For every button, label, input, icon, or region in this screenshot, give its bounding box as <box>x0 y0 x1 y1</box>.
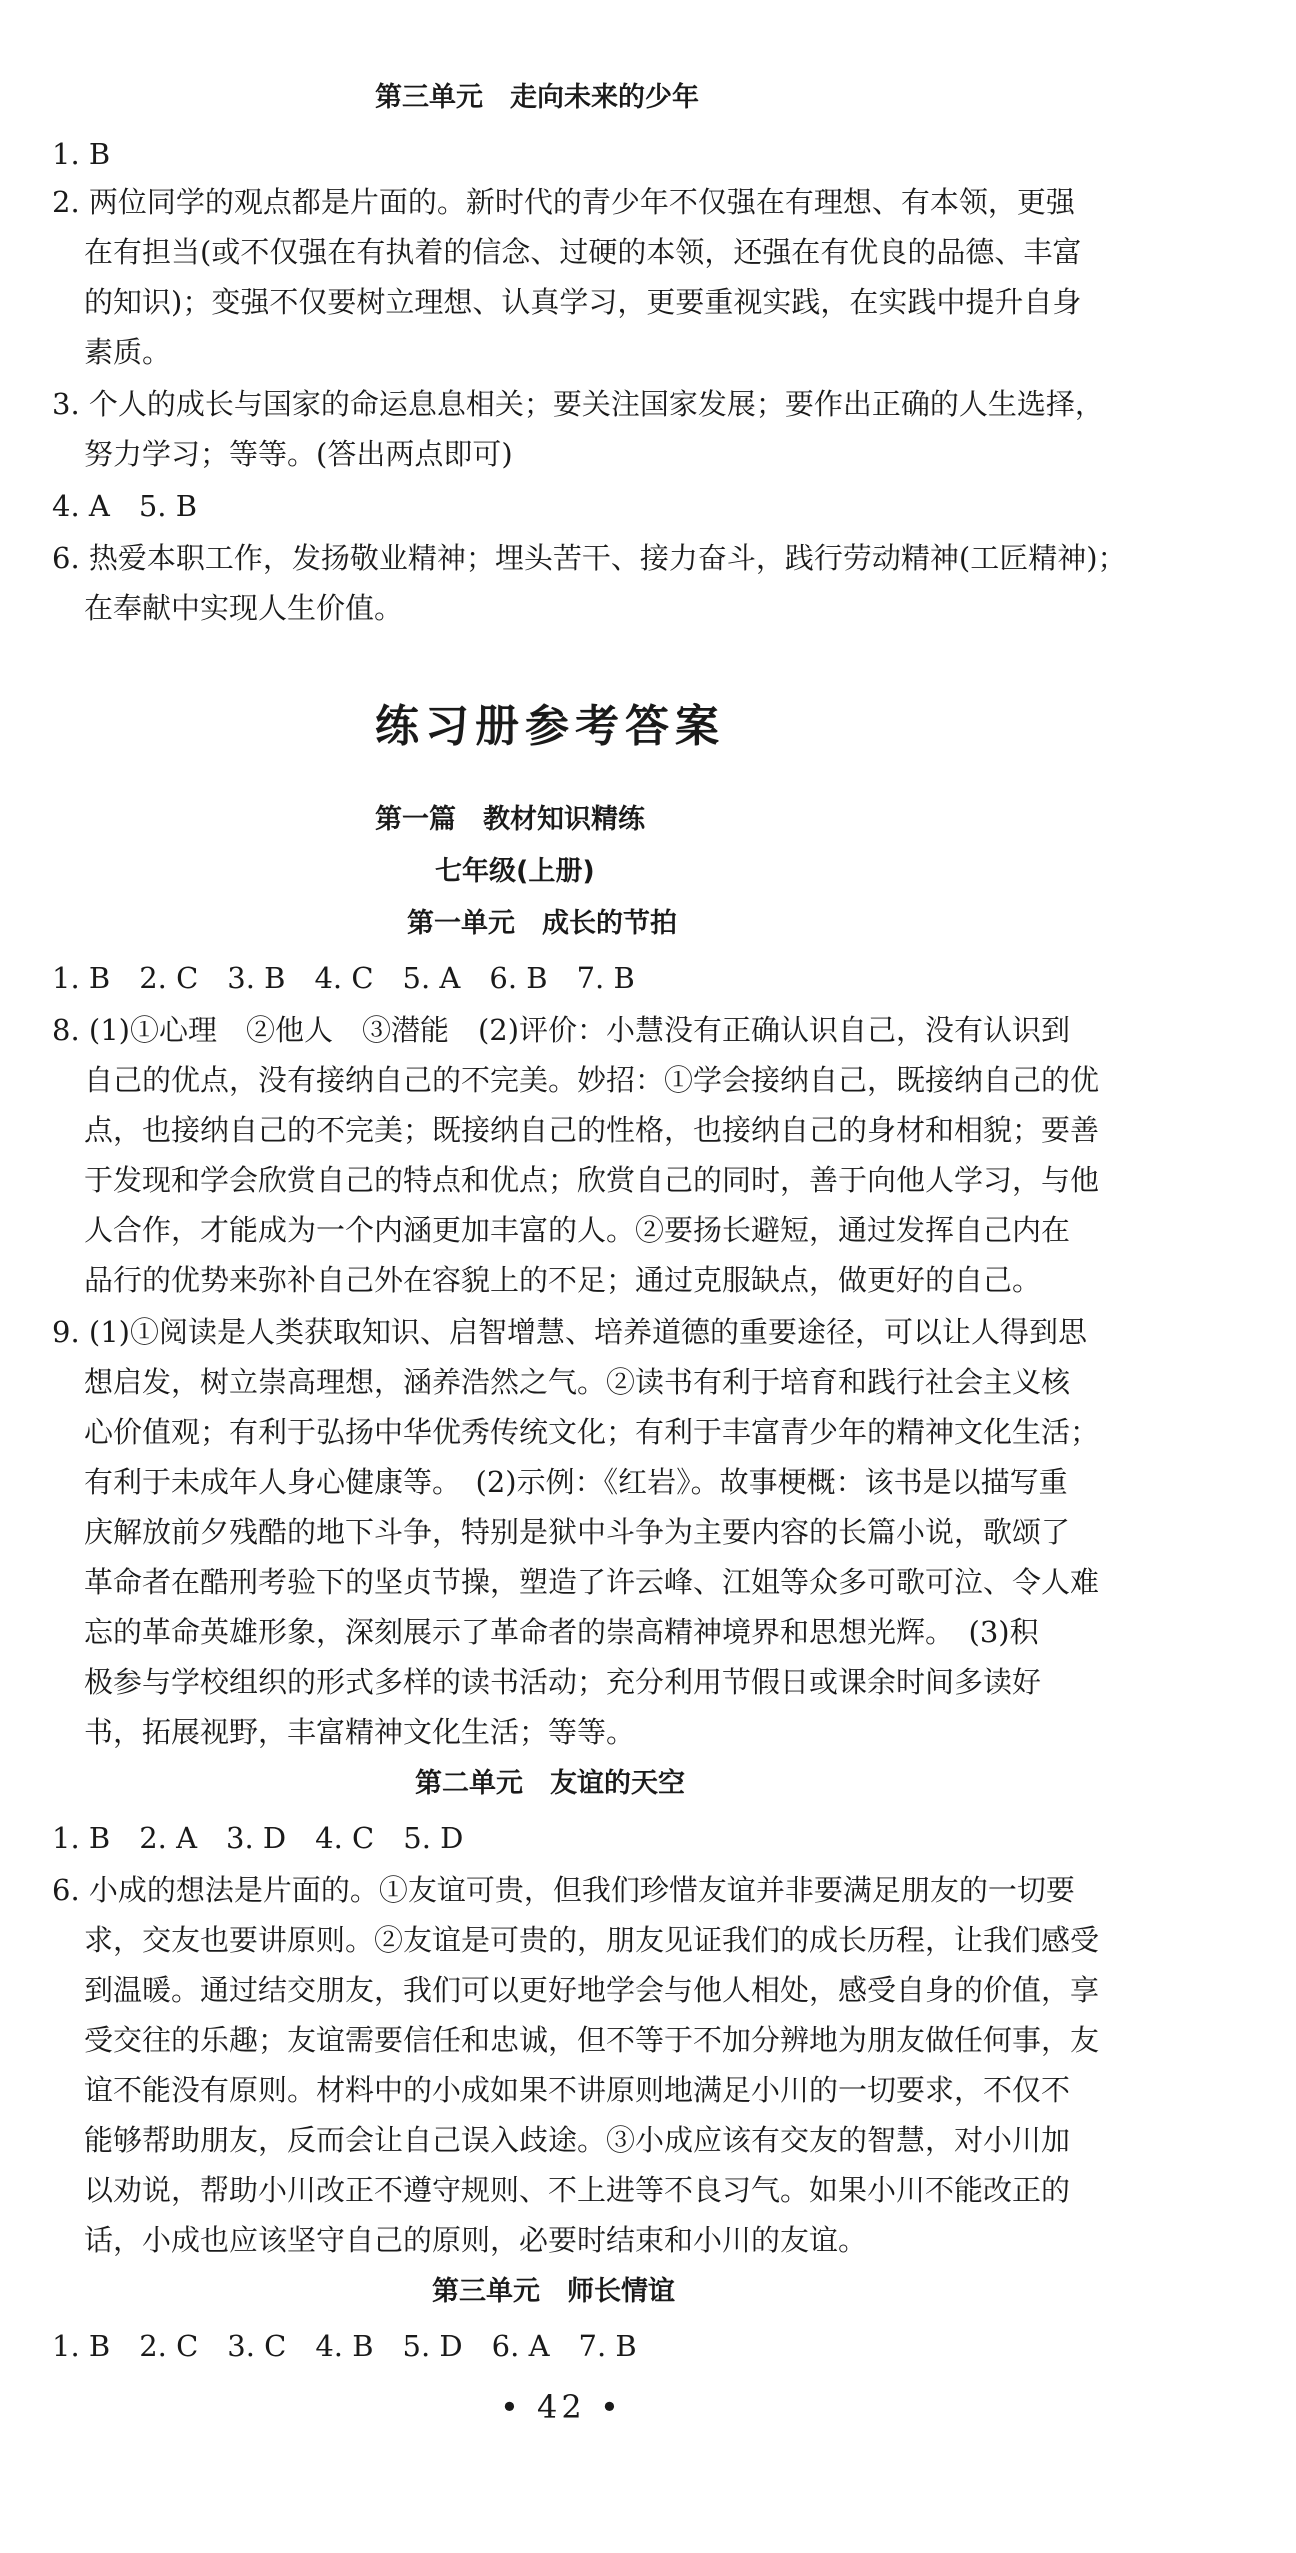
answer-line: 1. B <box>52 137 111 171</box>
answer-line: 革命者在酷刑考验下的坚贞节操，塑造了许云峰、江姐等众多可歌可泣、令人难 <box>84 1565 1100 1599</box>
unit2-heading: 第二单元 友谊的天空 <box>415 1768 685 1799</box>
answer-line: 以劝说，帮助小川改正不遵守规则、不上进等不良习气。如果小川不能改正的 <box>84 2173 1071 2207</box>
grade-heading: 七年级(上册) <box>435 856 595 887</box>
answer-line: 6. 热爱本职工作，发扬敬业精神；埋头苦干、接力奋斗，践行劳动精神(工匠精神)； <box>52 541 1127 575</box>
answer-line: 能够帮助朋友，反而会让自己误入歧途。③小成应该有交友的智慧，对小川加 <box>84 2123 1071 2157</box>
answer-line: 2. 两位同学的观点都是片面的。新时代的青少年不仅强在有理想、有本领，更强 <box>52 185 1075 219</box>
page-number: • 42 • <box>500 2388 623 2426</box>
answer-line: 3. 个人的成长与国家的命运息息相关；要关注国家发展；要作出正确的人生选择， <box>52 387 1104 421</box>
answer-line: 点，也接纳自己的不完美；既接纳自己的性格，也接纳自己的身材和相貌；要善 <box>84 1113 1100 1147</box>
part-heading: 第一篇 教材知识精练 <box>375 804 645 835</box>
unit3-top-heading: 第三单元 走向未来的少年 <box>375 82 699 113</box>
answer-line: 想启发，树立崇高理想，涵养浩然之气。②读书有利于培育和践行社会主义核 <box>84 1365 1071 1399</box>
page-title: 练习册参考答案 <box>375 701 725 752</box>
answer-line: 庆解放前夕残酷的地下斗争，特别是狱中斗争为主要内容的长篇小说，歌颂了 <box>84 1515 1071 1549</box>
answer-line: 1. B 2. C 3. C 4. B 5. D 6. A 7. B <box>52 2329 637 2363</box>
answer-line: 品行的优势来弥补自己外在容貌上的不足；通过克服缺点，做更好的自己。 <box>84 1263 1042 1297</box>
answer-line: 1. B 2. C 3. B 4. C 5. A 6. B 7. B <box>52 961 635 995</box>
answer-line: 谊不能没有原则。材料中的小成如果不讲原则地满足小川的一切要求，不仅不 <box>84 2073 1071 2107</box>
unit1-heading: 第一单元 成长的节拍 <box>407 908 677 939</box>
unit3-heading: 第三单元 师长情谊 <box>432 2276 675 2307</box>
answer-line: 6. 小成的想法是片面的。①友谊可贵，但我们珍惜友谊并非要满足朋友的一切要 <box>52 1873 1075 1907</box>
answer-line: 话，小成也应该坚守自己的原则，必要时结束和小川的友谊。 <box>84 2223 868 2257</box>
answer-line: 人合作，才能成为一个内涵更加丰富的人。②要扬长避短，通过发挥自己内在 <box>84 1213 1071 1247</box>
answer-line: 于发现和学会欣赏自己的特点和优点；欣赏自己的同时，善于向他人学习，与他 <box>84 1163 1100 1197</box>
answer-line: 8. (1)①心理 ②他人 ③潜能 (2)评价：小慧没有正确认识自己，没有认识到 <box>52 1013 1071 1047</box>
answer-line: 有利于未成年人身心健康等。 (2)示例：《红岩》。故事梗概：该书是以描写重 <box>84 1465 1068 1499</box>
answer-line: 努力学习；等等。(答出两点即可) <box>84 437 513 471</box>
answer-line: 在奉献中实现人生价值。 <box>84 591 404 625</box>
answer-line: 在有担当(或不仅强在有执着的信念、过硬的本领，还强在有优良的品德、丰富 <box>84 235 1082 269</box>
answer-line: 受交往的乐趣；友谊需要信任和忠诚，但不等于不加分辨地为朋友做任何事，友 <box>84 2023 1100 2057</box>
answer-line: 自己的优点，没有接纳自己的不完美。妙招：①学会接纳自己，既接纳自己的优 <box>84 1063 1100 1097</box>
answer-line: 心价值观；有利于弘扬中华优秀传统文化；有利于丰富青少年的精神文化生活； <box>84 1415 1100 1449</box>
answer-line: 的知识)；变强不仅要树立理想、认真学习，更要重视实践，在实践中提升自身 <box>84 285 1082 319</box>
answer-line: 忘的革命英雄形象，深刻展示了革命者的崇高精神境界和思想光辉。 (3)积 <box>84 1615 1039 1649</box>
answer-line: 9. (1)①阅读是人类获取知识、启智增慧、培养道德的重要途径，可以让人得到思 <box>52 1315 1087 1349</box>
answer-line: 求，交友也要讲原则。②友谊是可贵的，朋友见证我们的成长历程，让我们感受 <box>84 1923 1100 1957</box>
answer-line: 书，拓展视野，丰富精神文化生活；等等。 <box>84 1715 636 1749</box>
answer-line: 素质。 <box>84 335 172 369</box>
answer-line: 4. A 5. B <box>52 489 198 523</box>
answer-line: 1. B 2. A 3. D 4. C 5. D <box>52 1821 464 1855</box>
answer-line: 到温暖。通过结交朋友，我们可以更好地学会与他人相处，感受自身的价值，享 <box>84 1973 1100 2007</box>
answer-line: 极参与学校组织的形式多样的读书活动；充分利用节假日或课余时间多读好 <box>84 1665 1042 1699</box>
